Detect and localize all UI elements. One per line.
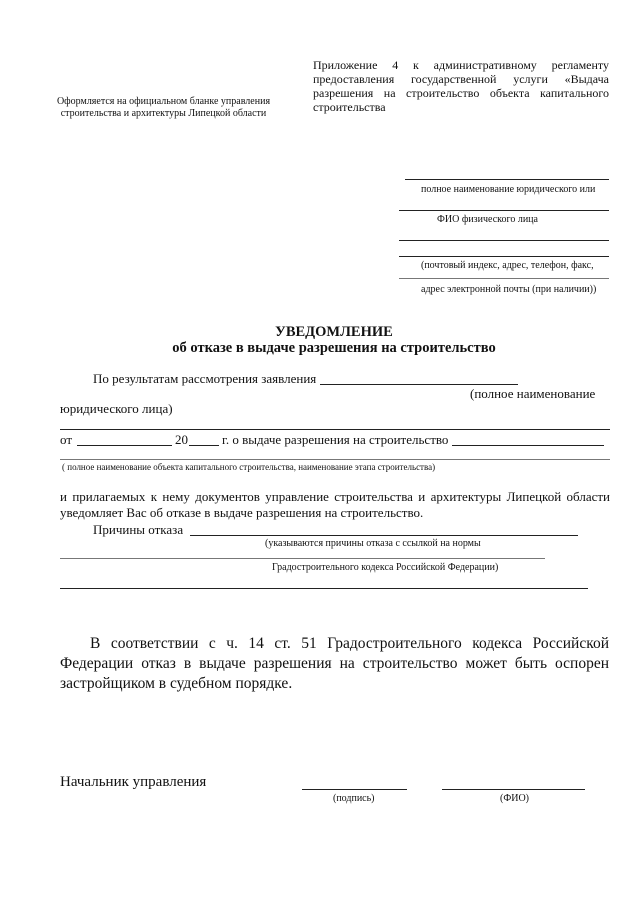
appendix-reference: Приложение 4 к административному регламенту предоставления государственной услуги «Выдача разрешения на строительство объекта капитального строительства <box>313 58 609 114</box>
reasons-line-3 <box>60 588 588 589</box>
recipient-line-5 <box>399 278 609 279</box>
recipient-hint-person-name: ФИО физического лица <box>437 214 538 225</box>
application-blank-line <box>320 384 518 385</box>
object-hint: ( полное наименование объекта капитального строительства, наименование этапа строительства) <box>62 462 436 472</box>
date-blank-line <box>77 445 172 446</box>
official-blank-note: Оформляется на официальном бланке управления строительства и архитектуры Липецкой области <box>56 96 271 119</box>
name-hint: (ФИО) <box>500 793 530 804</box>
document-title: УВЕДОМЛЕНИЕ <box>275 324 393 340</box>
recipient-line-2 <box>399 210 609 211</box>
recipient-line-1 <box>405 179 609 180</box>
signature-hint: (подпись) <box>333 793 375 804</box>
object-blank-line <box>452 445 604 446</box>
document-subtitle: об отказе в выдаче разрешения на строительство <box>172 340 496 356</box>
recipient-hint-legal-name: полное наименование юридического или <box>421 184 596 195</box>
from-label: от <box>60 432 73 447</box>
review-hint: (полное наименование <box>470 386 596 401</box>
reasons-hint-2: Градостроительного кодекса Российской Федерации) <box>272 562 499 573</box>
position-title: Начальник управления <box>60 774 207 790</box>
recipient-line-3 <box>399 240 609 241</box>
signature-line <box>302 789 407 790</box>
refusal-paragraph: и прилагаемых к нему документов управление строительства и архитектуры Липецкой области уведомляет Вас об отказе в выдаче разрешения на строительство. <box>60 489 610 520</box>
separator-line-1 <box>60 429 610 430</box>
review-prefix: По результатам рассмотрения заявления <box>93 371 317 386</box>
reasons-hint-1: (указываются причины отказа с ссылкой на нормы <box>265 538 481 549</box>
recipient-hint-address: (почтовый индекс, адрес, телефон, факс, <box>421 260 594 271</box>
separator-line-2 <box>60 459 610 460</box>
recipient-hint-email: адрес электронной почты (при наличии)) <box>421 284 597 295</box>
reasons-blank-line <box>190 535 578 536</box>
appeal-paragraph: В соответствии с ч. 14 ст. 51 Градостроительного кодекса Российской Федерации отказ в выдаче разрешения на строительство может быть оспорен застройщиком в судебном порядке. <box>60 635 609 692</box>
reasons-label: Причины отказа <box>93 522 184 537</box>
year-prefix: 20 <box>175 432 188 447</box>
recipient-line-4 <box>399 256 609 257</box>
year-blank-line <box>189 445 219 446</box>
reasons-line-2 <box>60 558 545 559</box>
review-hint-continuation: юридического лица) <box>60 401 173 416</box>
name-line <box>442 789 585 790</box>
from-text: г. о выдаче разрешения на строительство <box>222 432 449 447</box>
